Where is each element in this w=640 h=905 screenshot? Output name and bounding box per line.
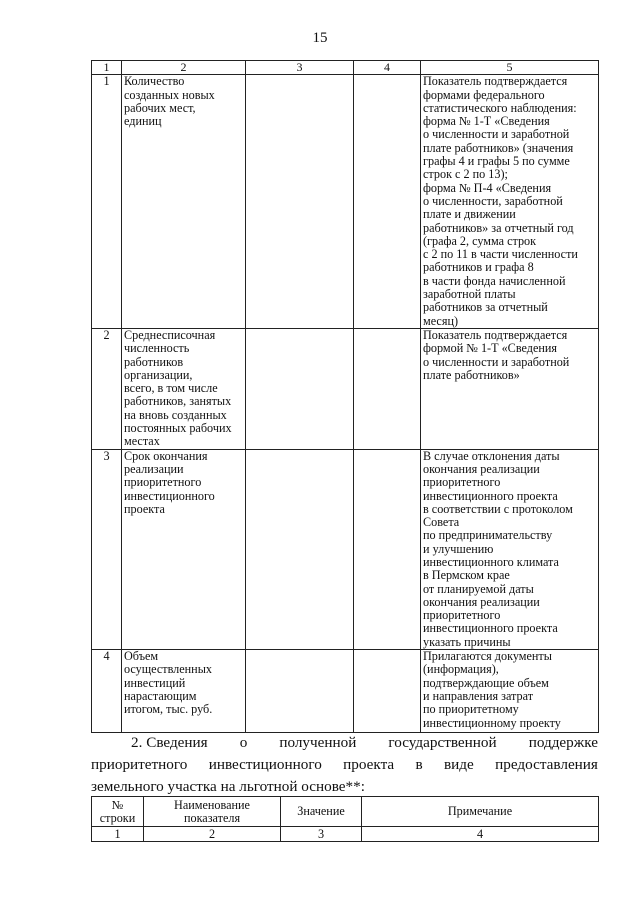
word: предоставления — [495, 756, 598, 773]
row-number: 4 — [92, 650, 122, 733]
note-text: Показатель подтверждается формами федерального статистического наблюдения: форма № 1-Т «Сведения о численности и заработной плате работников» (значения графы 4 и графы 5 по сумме строк с 2 по 13); форма № П-4 «Сведения о численности, заработной плате и движении работников» за отчетный год (графа 2, сумма строк с 2 по 11 в части численности работников и графа 8 в части фонда начисленной заработной платы работников за отчетный месяц) — [423, 74, 578, 328]
note-cell — [421, 328, 599, 449]
paragraph-line — [91, 732, 598, 754]
indicator-name-cell — [122, 449, 246, 649]
word: о — [239, 734, 248, 751]
paragraph-line — [91, 754, 598, 776]
column-header: № строки — [92, 797, 144, 827]
column-header: Значение — [281, 797, 362, 827]
column4-cell — [354, 328, 421, 449]
section-2-paragraph — [91, 732, 598, 798]
table-row — [92, 650, 599, 733]
note-text: Показатель подтверждается формой № 1-Т «Сведения о численности и заработной плате работников» — [423, 327, 570, 382]
column-header: 2 — [122, 61, 246, 75]
word: государственной — [388, 734, 497, 751]
paragraph-line: земельного участка на льготной основе**: — [91, 778, 365, 795]
column-number: 4 — [362, 827, 599, 842]
word: поддержке — [528, 734, 598, 751]
note-text: Прилагаются документы (информация), подтверждающие объем и направления затрат по приоритетному инвестиционному проекту — [423, 649, 561, 730]
indicator-name-cell — [122, 650, 246, 733]
indicator-name: Количество созданных новых рабочих мест, единиц — [124, 74, 215, 129]
value-cell — [246, 75, 354, 329]
word: виде — [444, 756, 474, 773]
column-number: 3 — [281, 827, 362, 842]
note-cell — [421, 449, 599, 649]
indicators-table — [91, 60, 599, 733]
row-number: 3 — [92, 449, 122, 649]
column-header: 5 — [421, 61, 599, 75]
note-cell — [421, 650, 599, 733]
value-cell — [246, 650, 354, 733]
word: 2. Сведения — [131, 734, 208, 751]
row-number: 1 — [92, 75, 122, 329]
indicator-name-cell — [122, 328, 246, 449]
value-cell — [246, 449, 354, 649]
indicator-name-cell — [122, 75, 246, 329]
word: полученной — [279, 734, 357, 751]
indicator-name: Объем осуществленных инвестиций нарастающим итогом, тыс. руб. — [124, 649, 213, 717]
column4-cell — [354, 650, 421, 733]
note-cell — [421, 75, 599, 329]
column4-cell — [354, 75, 421, 329]
table-row — [92, 75, 599, 329]
word: инвестиционного — [208, 756, 322, 773]
column-header: Наименование показателя — [144, 797, 281, 827]
column-header: 1 — [92, 61, 122, 75]
row-number: 2 — [92, 328, 122, 449]
note-text: В случае отклонения даты окончания реализации приоритетного инвестиционного проекта в соответствии с протоколом Совета по предпринимательству и улучшению инвестиционного климата в Пермском крае от планируемой даты окончания реализации приоритетного инвестиционного проекта указать причины — [423, 448, 573, 649]
column-number: 2 — [144, 827, 281, 842]
word: приоритетного — [91, 756, 188, 773]
column-header: 3 — [246, 61, 354, 75]
indicator-name: Срок окончания реализации приоритетного инвестиционного проекта — [124, 448, 215, 516]
indicator-name: Среднесписочная численность работников организации, всего, в том числе работников, занятых на вновь созданных постоянных рабочих местах — [124, 327, 232, 449]
land-support-table — [91, 796, 599, 842]
table-header-row — [92, 797, 599, 827]
word: в — [415, 756, 423, 773]
word: проекта — [343, 756, 395, 773]
table-row — [92, 827, 599, 842]
value-cell — [246, 328, 354, 449]
table-row — [92, 449, 599, 649]
column4-cell — [354, 449, 421, 649]
column-number: 1 — [92, 827, 144, 842]
column-header: Примечание — [362, 797, 599, 827]
table-header-row — [92, 61, 599, 75]
table-row — [92, 328, 599, 449]
column-header: 4 — [354, 61, 421, 75]
page-number: 15 — [312, 30, 328, 46]
